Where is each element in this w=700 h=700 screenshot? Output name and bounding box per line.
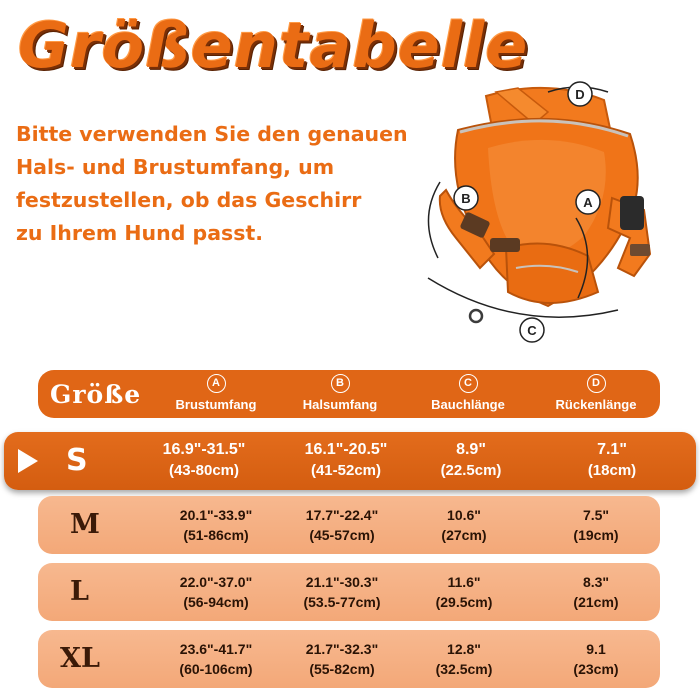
cell-rueckenlaenge: 9.1 (23cm) xyxy=(573,641,619,677)
label-d: D xyxy=(575,87,585,102)
label-b-marker xyxy=(454,186,478,210)
column-label: Brustumfang xyxy=(175,397,257,412)
label-a-marker xyxy=(576,190,600,214)
cell-halsumfang: 21.7"-32.3" (55-82cm) xyxy=(305,641,379,677)
column-header-a xyxy=(166,374,266,412)
cell-bauchlaenge: 11.6" (29.5cm) xyxy=(435,574,493,610)
cell-brustumfang: 16.9"-31.5" (43-80cm) xyxy=(162,441,246,479)
cell-rueckenlaenge: 7.5" (19cm) xyxy=(573,507,619,543)
play-arrow-icon xyxy=(18,449,38,473)
harness-diagram xyxy=(398,78,696,348)
intro-line: festzustellen, ob das Geschirr xyxy=(16,188,362,212)
intro-line: zu Ihrem Hund passt. xyxy=(16,221,264,245)
intro-line: Hals- und Brustumfang, um xyxy=(16,155,335,179)
size-row-xl[interactable] xyxy=(38,630,660,688)
cell-brustumfang: 20.1"-33.9" (51-86cm) xyxy=(179,507,253,543)
label-d-marker xyxy=(568,82,592,106)
size-label: M xyxy=(70,509,100,540)
size-row-l[interactable] xyxy=(38,563,660,621)
cell-rueckenlaenge: 7.1" (18cm) xyxy=(587,441,637,479)
column-header-d xyxy=(546,374,646,412)
size-row-s[interactable] xyxy=(4,432,696,490)
cell-halsumfang: 16.1"-20.5" (41-52cm) xyxy=(304,441,388,479)
letter-b-icon: B xyxy=(331,374,350,393)
cell-brustumfang: 23.6"-41.7" (60-106cm) xyxy=(179,641,253,677)
cell-rueckenlaenge: 8.3" (21cm) xyxy=(573,574,619,610)
column-label: Rückenlänge xyxy=(555,397,637,412)
cell-bauchlaenge: 10.6" (27cm) xyxy=(441,507,487,543)
label-c: C xyxy=(527,323,537,338)
column-label: Halsumfang xyxy=(302,397,378,412)
column-label: Bauchlänge xyxy=(431,397,505,412)
page-title: Größentabelle xyxy=(18,9,529,82)
label-b: B xyxy=(461,191,471,206)
table-header xyxy=(38,370,660,418)
size-label: S xyxy=(66,443,88,478)
cell-bauchlaenge: 12.8" (32.5cm) xyxy=(435,641,493,677)
cell-brustumfang: 22.0"-37.0" (56-94cm) xyxy=(179,574,253,610)
size-column-header: Größe xyxy=(50,380,142,409)
column-header-c xyxy=(418,374,518,412)
letter-a-icon: A xyxy=(207,374,226,393)
intro-line: Bitte verwenden Sie den genauen xyxy=(16,122,408,146)
intro-text xyxy=(16,118,421,250)
size-label: L xyxy=(70,576,89,607)
cell-bauchlaenge: 8.9" (22.5cm) xyxy=(440,441,502,479)
label-a: A xyxy=(583,195,593,210)
cell-halsumfang: 17.7"-22.4" (45-57cm) xyxy=(305,507,379,543)
label-c-marker xyxy=(520,318,544,342)
size-row-m[interactable] xyxy=(38,496,660,554)
column-header-b xyxy=(290,374,390,412)
cell-halsumfang: 21.1"-30.3" (53.5-77cm) xyxy=(303,574,381,610)
letter-c-icon: C xyxy=(459,374,478,393)
size-label: XL xyxy=(60,643,100,674)
letter-d-icon: D xyxy=(587,374,606,393)
